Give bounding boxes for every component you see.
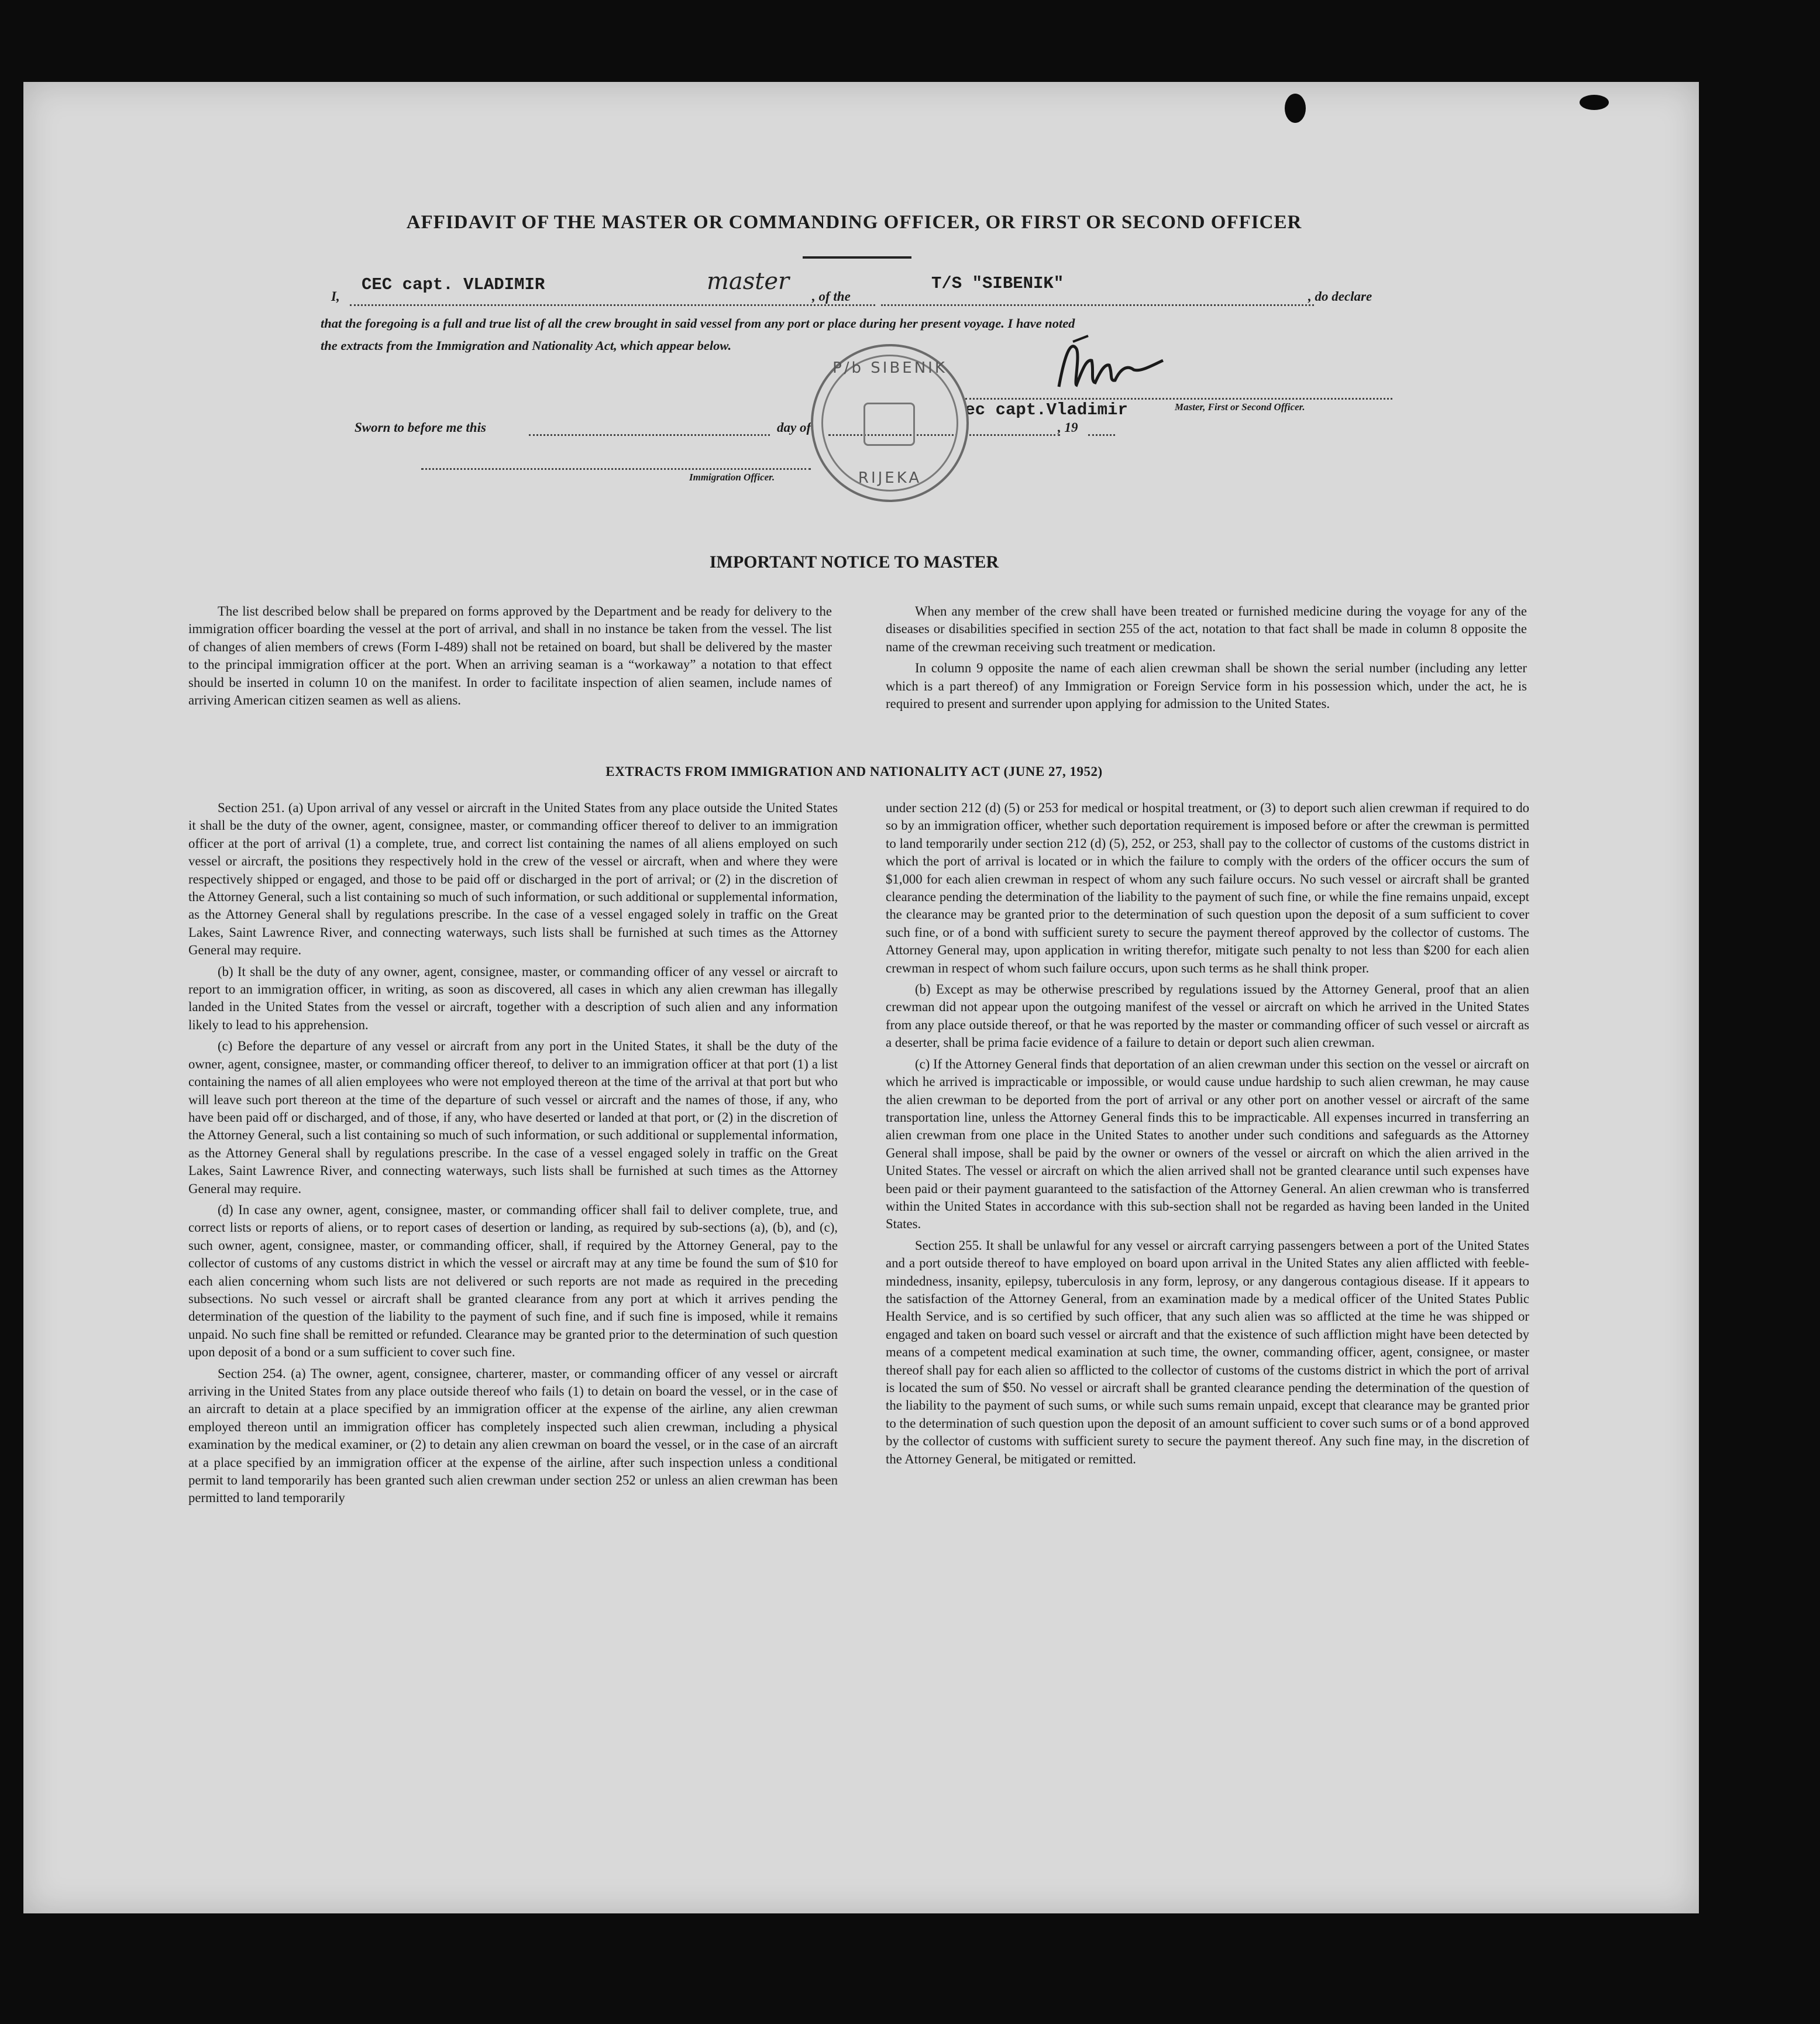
extracts-right-column xyxy=(886,799,1529,1472)
extract-paragraph: (c) Before the departure of any vessel or aircraft from any port in the United States, it shall be the duty of the owner, agent, consignee, master, or commanding officer thereof, to deliver to an immigration officer at that port (1) a list containing the names of all alien employees who were not employed thereon at the time of the arrival at that port but who will leave such port thereon at the time of the departure of such vessel or aircraft and the names of those, if any, who have been paid off or discharged, and of those, if any, who have deserted or landed at that port, or (2) in the discretion of the Attorney General, such a list containing so much of such information, or such additional or supplemental information, as the Attorney General shall by regulations prescribe. In the case of a vessel engaged solely in traffic on the Great Lakes, Saint Lawrence River, and connecting waterways, such lists shall be furnished at such times as the Attorney General may require. xyxy=(188,1039,838,1196)
day-of-label: day of xyxy=(777,420,811,435)
ink-blot xyxy=(1285,94,1306,123)
officer-dotline xyxy=(421,468,811,470)
signature-caption: Master, First or Second Officer. xyxy=(1175,401,1305,413)
handwritten-signature xyxy=(1053,331,1170,398)
stamp-bottom-text: RIJEKA xyxy=(858,469,922,487)
master-name: CEC capt. VLADIMIR xyxy=(362,275,545,294)
stamp-top-text: SIBENIK xyxy=(871,359,947,377)
ship-stamp xyxy=(811,344,969,502)
notice-title: IMPORTANT NOTICE TO MASTER xyxy=(709,552,999,572)
declaration-line-2: the extracts from the Immigration and Nationality Act, which appear below. xyxy=(321,338,732,353)
notice-right-column xyxy=(886,603,1527,716)
extract-paragraph: (d) In case any owner, agent, consignee, master, or commanding officer shall fail to deliver complete, true, and correct lists or reports of aliens, or to report cases of desertion or landing, as required by sub-sections (a), (b), and (c), such owner, agent, consignee, master, or commanding officer, shall, if required by the Attorney General, pay to the collector of customs of any customs district in which the vessel or aircraft may at any time be found the sum of $10 for each alien concerning whom such lists are not delivered or such reports are not made as required in the preceding subsections. No such vessel or aircraft shall be granted clearance from any port at which it arrives pending the determination of the question of the liability to the payment of such fine, and if such fine is imposed, while it remains unpaid. No such fine shall be remitted or refunded. Clearance may be granted prior to the determination of such question upon deposit of a bond or a sum sufficient to cover such fine. xyxy=(188,1202,838,1360)
extract-paragraph: Section 255. It shall be unlawful for any vessel or aircraft carrying passengers between a port of the United States and a port outside thereof to have employed on board upon arrival in the United States any alien afflicted with feeble-mindedness, insanity, epilepsy, tuberculosis in any form, leprosy, or any dangerous contagious disease. If it appears to the satisfaction of the Attorney General, from an examination made by a medical officer of the United States Public Health Service, and is so certified by such officer, that any such alien was so afflicted at the time he was shipped or engaged and taken on board such vessel or aircraft and that the existence of such affliction might have been detected by means of a competent medical examination at such time, the owner, commanding officer, agent, consignee, or master thereof shall pay for each alien so afflicted to the collector of customs of the customs district in which the port of arrival is located the sum of $50. No vessel or aircraft shall be granted clearance pending the determination of the question of the liability to the payment of such sums, or while such sums remain unpaid, except that clearance may be granted prior to the determination of such question upon the deposit of an amount sufficient to cover such sums or of a bond approved by the collector of customs with sufficient surety to secure the payment thereof. Any such fine may, in the discretion of the Attorney General, be mitigated or remitted. xyxy=(886,1238,1529,1466)
year-dotline xyxy=(1088,434,1115,436)
extract-paragraph: Section 251. (a) Upon arrival of any vessel or aircraft in the United States from any place outside the United States it shall be the duty of the owner, agent, consignee, master, or commanding officer thereof to deliver to an immigration officer at the port of arrival (1) a complete, true, and correct list containing the names of all aliens employed on such vessel or aircraft, the positions they respectively hold in the crew of the vessel or aircraft, when and where they were respectively shipped or engaged, and those to be paid off or discharged in the port of arrival; or (2) in the discretion of the Attorney General, such a list containing so much of such information, or such additional or supplemental information, as the Attorney General shall by regulations prescribe. In the case of a vessel engaged solely in traffic on the Great Lakes, Saint Lawrence River, and connecting waterways, such lists shall be furnished at such times as the Attorney General may require. xyxy=(188,800,838,958)
name-dotline xyxy=(350,304,875,306)
of-the-label: , of the xyxy=(812,289,851,304)
stamp-emblem xyxy=(863,403,915,446)
affidavit-title: AFFIDAVIT OF THE MASTER OR COMMANDING OFFICER, OR FIRST OR SECOND OFFICER xyxy=(406,212,1302,233)
sworn-dotline xyxy=(529,434,770,436)
extract-paragraph: Section 254. (a) The owner, agent, consignee, charterer, master, or commanding officer of any vessel or aircraft arriving in the United States from any place outside thereof who fails (1) to detain on board the vessel, or in the case of an aircraft to detain at a place specified by an immigration officer at the expense of the airline, any alien crewman employed thereon until an immigration officer has completely inspected such alien crewman, including a physical examination by the medical examiner, or (2) to detain any alien crewman on board the vessel, or in the case of an aircraft at a place specified by an immigration officer at the expense of the airline, after such inspection unless a conditional permit to land temporarily has been granted such alien crewman under section 252 or unless an alien crewman has been permitted to land temporarily xyxy=(188,1366,838,1506)
extract-paragraph: (b) It shall be the duty of any owner, agent, consignee, master, or commanding officer of any vessel or aircraft to report to an immigration officer, in writing, as soon as discovered, all cases in which any alien crewman has illegally landed in the United States from the vessel or aircraft, together with a description of such alien and any information likely to lead to his apprehension. xyxy=(188,964,838,1032)
handwritten-rank: master xyxy=(707,268,790,295)
extracts-left-column xyxy=(188,799,838,1511)
declaration-line-1: that the foregoing is a full and true list of all the crew brought in said vessel from any port or place during her present voyage. I have noted xyxy=(321,316,1075,331)
officer-caption: Immigration Officer. xyxy=(689,472,775,483)
notice-left-column xyxy=(188,603,832,713)
sworn-label: Sworn to before me this xyxy=(355,420,486,435)
notice-left-paragraph: The list described below shall be prepared on forms approved by the Department and be ready for delivery to the immigration officer boarding the vessel at the port of arrival, and shall in no instance be taken from the vessel. The list of changes of alien members of crews (Form I-489) shall not be retained on board, but shall be delivered by the master to the principal immigration officer at the port. When an arriving seaman is a “workaway” a notation to that effect should be inserted in column 10 on the manifest. In order to facilitate inspection of alien seamen, include names of arriving American citizen seamen as well as aliens. xyxy=(188,604,832,708)
ink-blot xyxy=(1580,95,1609,110)
signature-dotline xyxy=(965,398,1392,400)
notice-right-paragraph-1: When any member of the crew shall have been treated or furnished medicine during the voyage for any of the diseases or disabilities specified in section 255 of the act, notation to that fact shall be made in column 8 opposite the name of the crewman receiving such treatment or medication. xyxy=(886,604,1527,654)
i-label: I, xyxy=(331,289,340,304)
year-label: , 19 xyxy=(1058,420,1078,435)
extract-paragraph: (c) If the Attorney General finds that deportation of an alien crewman under this section on the vessel or aircraft on which he arrived is impracticable or impossible, or would cause undue hardship to such alien crewman, he may cause the alien crewman to be deported from the port of arrival or any other port on another vessel or aircraft of the same transportation line, unless the Attorney General finds this to be impracticable. All expenses incurred in transferring an alien crewman from one place in the United States to another under such conditions and safeguards as the Attorney General shall impose, shall be paid by the owner or owners of the vessel or aircraft on which the alien arrived in the United States. The vessel or aircraft on which the alien arrived shall not be granted clearance until such expenses have been paid or their payment guaranteed to the satisfaction of the Attorney General. An alien crewman who is transferred within the United States in accordance with this sub-section shall not be regarded as having been landed in the United States. xyxy=(886,1056,1529,1232)
stamp-prefix: P/b xyxy=(832,359,864,377)
notice-right-paragraph-2: In column 9 opposite the name of each alien crewman shall be shown the serial number (including any letter which is a part thereof) of any Immigration or Foreign Service form in his possession which, under the act, he is required to present and surrender upon applying for admission to the United States. xyxy=(886,661,1527,712)
signature-typed-name: Cec capt.Vladimir xyxy=(955,400,1128,420)
extract-paragraph: under section 212 (d) (5) or 253 for medical or hospital treatment, or (3) to deport such alien crewman if required to do so by an immigration officer, whether such deportation requirement is imposed before or after the crewman is permitted to land temporarily under section 212 (d) (5), 252, or 253, shall pay to the collector of customs of the customs district in which the port of arrival is located or in which the failure to comply with the orders of the officer occurs the sum of $1,000 for each alien crewman in respect of whom any such failure occurs. No such vessel or aircraft shall be granted clearance pending the determination of the liability to the payment of such fine, or while the fine remains unpaid, except the clearance may be granted prior to the determination of such question upon the deposit of a sum sufficient to cover such fine, or of a bond with sufficient surety to secure the payment thereof approved by the collector of customs. The Attorney General may, upon application in writing therefor, mitigate such penalty to not less than $200 for each alien crewman in respect of whom such failure occurs, upon such terms as he shall think proper. xyxy=(886,800,1529,975)
vessel-dotline xyxy=(881,304,1314,306)
title-underline xyxy=(803,256,911,259)
do-declare-label: , do declare xyxy=(1308,289,1372,304)
vessel-name: T/S "SIBENIK" xyxy=(931,274,1064,293)
extracts-title: EXTRACTS FROM IMMIGRATION AND NATIONALITY ACT (JUNE 27, 1952) xyxy=(605,764,1103,779)
extract-paragraph: (b) Except as may be otherwise prescribed by regulations issued by the Attorney General, proof that an alien crewman did not appear upon the outgoing manifest of the vessel or aircraft on which he arrived in the United States from any place outside thereof, or that he was reported by the master or commanding officer of such vessel or aircraft as a deserter, shall be prima facie evidence of a failure to detain or deport such alien crewman. xyxy=(886,982,1529,1050)
